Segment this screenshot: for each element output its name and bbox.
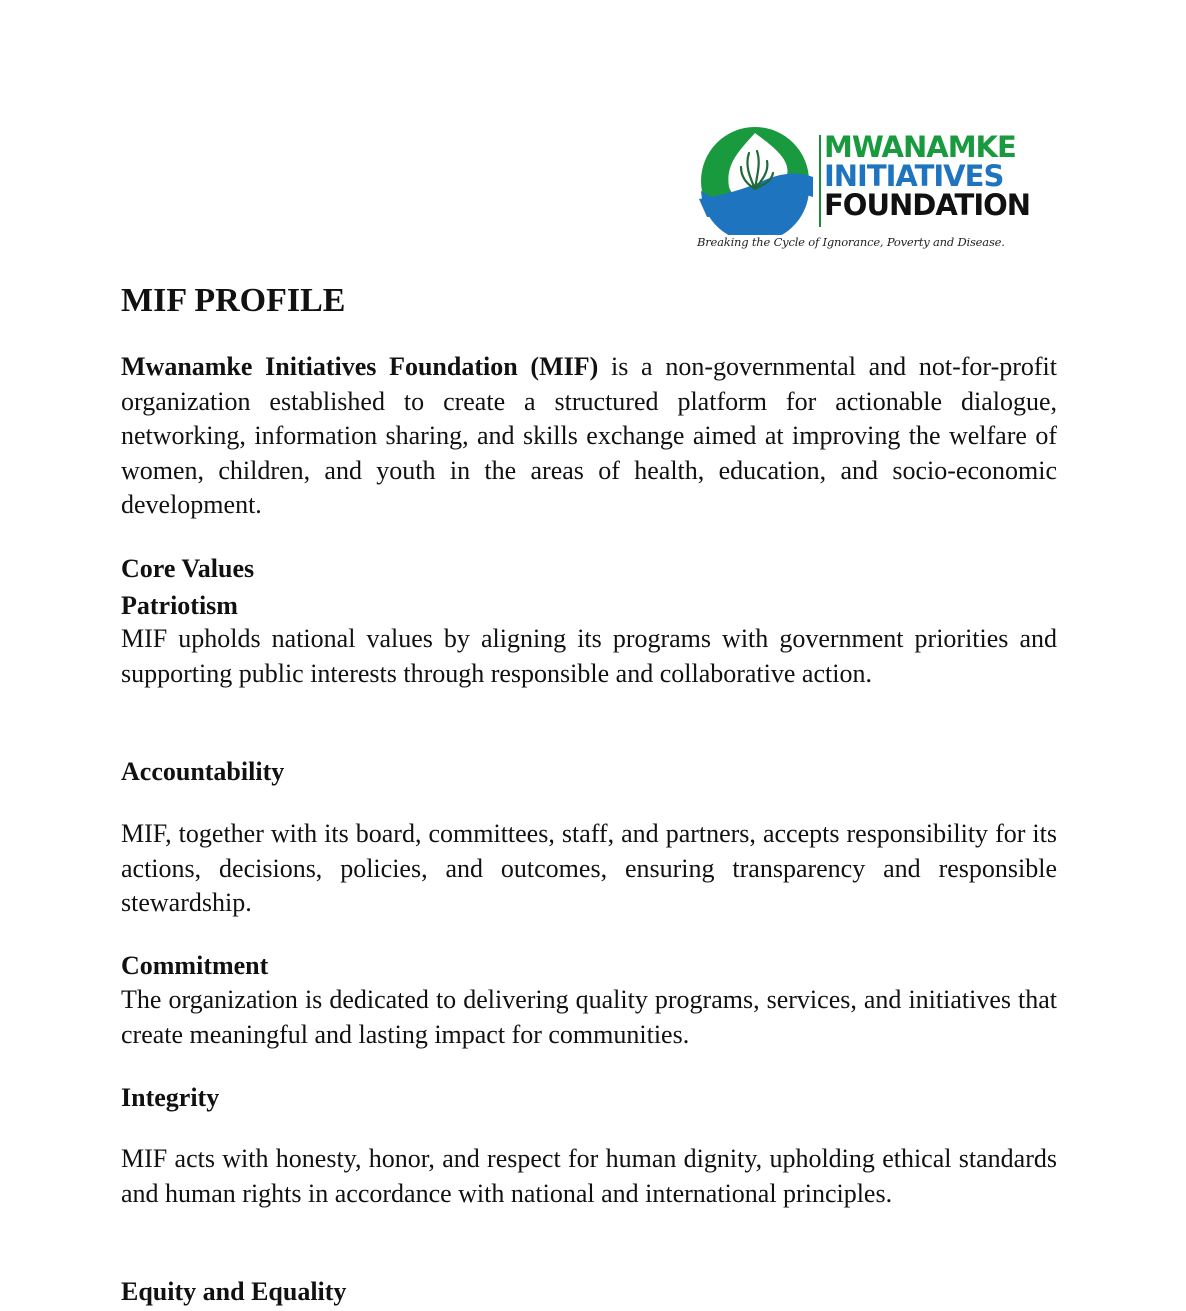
value-heading-patriotism: Patriotism bbox=[121, 591, 238, 620]
core-values-heading: Core Values bbox=[121, 554, 255, 583]
logo-line-3: FOUNDATION bbox=[824, 188, 1031, 222]
intro-bold-lead: Mwanamke Initiatives Foundation (MIF) bbox=[121, 352, 599, 381]
logo-line-2: INITIATIVES bbox=[824, 159, 1004, 193]
value-heading-equity: Equity and Equality bbox=[121, 1277, 347, 1306]
logo-wordmark bbox=[824, 130, 1031, 222]
value-text-commitment: The organization is dedicated to delivering quality programs, services, and initiatives that create meaningful and lasting impact for communities. bbox=[121, 985, 1057, 1049]
value-heading-commitment: Commitment bbox=[121, 951, 269, 980]
logo-divider bbox=[819, 135, 821, 227]
value-text-patriotism: MIF upholds national values by aligning its programs with government priorities and supporting public interests through responsible and collaborative action. bbox=[121, 624, 1057, 688]
logo-line-1: MWANAMKE bbox=[824, 130, 1016, 164]
page-title: MIF PROFILE bbox=[121, 282, 346, 319]
value-heading-accountability: Accountability bbox=[121, 757, 285, 786]
hand-with-plant-icon bbox=[697, 127, 815, 235]
mif-logo bbox=[697, 127, 1059, 253]
intro-paragraph bbox=[121, 350, 1057, 523]
intro-text: is a non-governmental and not-for-profit organization established to create a structured platform for actionable dialogue, networking, information sharing, and skills exchange aimed at improving the welfare of women, children, and youth in the areas of health, education, and socio-economic development. bbox=[121, 352, 1057, 520]
value-heading-integrity: Integrity bbox=[121, 1083, 220, 1112]
value-text-accountability: MIF, together with its board, committees, staff, and partners, accepts responsibility for its actions, decisions, policies, and outcomes, ensuring transparency and responsible stewardship. bbox=[121, 819, 1057, 918]
value-text-integrity: MIF acts with honesty, honor, and respect for human dignity, upholding ethical standards and human rights in accordance with national and international principles. bbox=[121, 1144, 1057, 1208]
logo-tagline: Breaking the Cycle of Ignorance, Poverty and Disease. bbox=[697, 235, 1005, 249]
